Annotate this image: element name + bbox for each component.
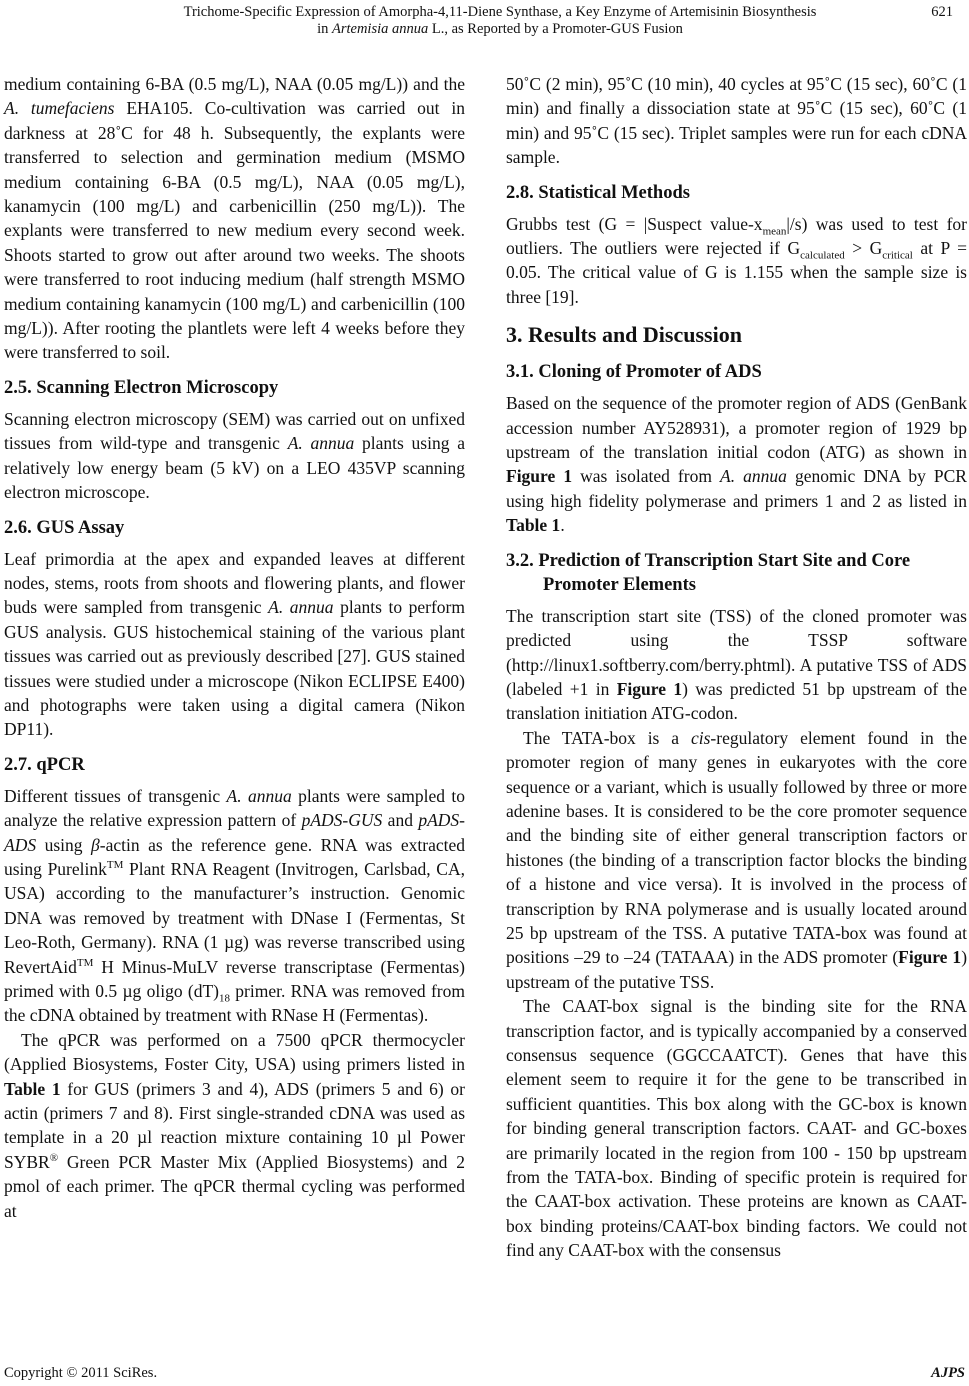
header-title-line1: Trichome-Specific Expression of Amorpha-4,11-Diene Synthase, a Key Enzyme of Artemisinin Biosynthesis	[183, 4, 817, 20]
text-run: and	[382, 810, 419, 831]
text-run: The transcription start site (TSS) of the cloned promoter was predicted using the TSSP software (http://linux1.softberry.com/berry.phtml). A putative TSS of ADS (labeled +1 in	[506, 605, 967, 699]
journal-name: AJPS	[931, 1365, 965, 1381]
text-run: using	[36, 834, 92, 855]
text-run: Leaf primordia at the apex and expanded leaves at different nodes, stems, roots from shoots and flowering plants, and flower buds were sampled from transgenic	[4, 548, 465, 618]
text-run: genomic DNA by PCR using high fidelity polymerase and primers 1 and 2 as listed in	[506, 466, 967, 511]
text-run: Scanning electron microscopy (SEM) was carried out on unfixed tissues from wild-type and transgenic	[4, 408, 465, 454]
text-run: A. annua	[268, 597, 334, 618]
text-run: Figure 1	[898, 947, 962, 968]
section-heading: 2.8. Statistical Methods	[506, 182, 690, 203]
text-run: The CAAT-box signal is the binding site for the RNA transcription factor, and is typically accompanied by a conserved consensus sequence (GGCCAATCT). Genes that have this element seem to require it for the gene to be transcribed in sufficient quantities. This box along with the GC-box is known for binding general transcription factors. CAAT- and GC-boxes are primarily located in the region from 100 - 150 bp upstream from the TATA-box. Binding of specific protein is required for the CAAT-box activation. These proteins are known as CAAT-box binding proteins/CAAT-box binding factors. We could not find any CAAT-box with the consensus	[506, 996, 967, 1261]
text-run: ) was predicted 51 bp upstream of the translation initiation ATG-codon.	[506, 678, 967, 724]
text-run: plants using a relatively low energy beam (5 kV) on a LEO 435VP scanning electron microscope.	[4, 433, 465, 503]
text-run: cis	[690, 727, 711, 748]
text-run: Based on the sequence of the promoter region of ADS (GenBank accession number AY528931), a promoter region of 1929 bp upstream of the translation initial codon (ATG) as shown in	[506, 393, 967, 463]
text-run: β	[91, 834, 100, 855]
text-run: H Minus-MuLV reverse transcriptase (Fermentas) primed with 0.5 µg oligo (dT)	[4, 956, 465, 1001]
text-run: -actin as the reference gene. RNA was extracted using Purelink	[4, 834, 465, 879]
section-heading: 3.1. Cloning of Promoter of ADS	[506, 362, 762, 383]
page-number: 621	[931, 4, 953, 20]
paragraph	[506, 212, 967, 310]
text-run: Different tissues of transgenic	[4, 785, 227, 806]
paragraph	[506, 994, 967, 1262]
text-run: ) upstream of the putative TSS.	[506, 947, 968, 992]
text-run: EHA105. Co-cultivation was carried out in darkness at 28˚C for 48 h. Subsequently, the explants were transferred to selection and germination medium (MSMO medium containing 6-BA (0.5 mg/L), NAA (0.05 mg/L), kanamycin (100 mg/L) and carbenicillin (250 mg/L)). The explants were transferred to new medium every second week. Shoots started to grow out after around two weeks. The shoots were transferred to root inducing medium (half strength MSMO medium containing kanamycin (100 mg/L) and carbenicillin (100 mg/L)). After rooting the plantlets were left 4 weeks before they were transferred to soil.	[4, 98, 465, 363]
text-run: |/s) was used to test for outliers. The outliers were rejected if G	[506, 213, 967, 259]
section-heading: 2.6. GUS Assay	[4, 517, 125, 538]
text-run: Grubbs test (G = |Suspect value-x	[506, 213, 763, 234]
section-heading: 3.2. Prediction of Transcription Start Site and Core Promoter Elements	[506, 550, 911, 595]
text-run: Plant RNA Reagent (Invitrogen, Carlsbad, CA, USA) according to the manufacturer’s instruction. Genomic DNA was removed by treatment with DNase I (Fermentas, St Leo-Roth, Germany). RNA (1 µg) was reverse transcribed using RevertAid	[4, 858, 465, 977]
text-run: 50˚C (2 min), 95˚C (10 min), 40 cycles at 95˚C (15 sec), 60˚C (1 min) and finally a dissociation state at 95˚C (15 sec), 60˚C (1 min) and 95˚C (15 sec). Triplet samples were run for each cDNA sample.	[506, 74, 967, 168]
text-run: A. tumefaciens	[4, 98, 115, 119]
paragraph	[4, 547, 465, 742]
text-run: TM	[106, 859, 124, 872]
paragraph	[4, 784, 465, 1028]
copyright-text: Copyright © 2011 SciRes.	[4, 1365, 158, 1381]
paragraph	[506, 391, 967, 537]
text-run: mean	[762, 225, 787, 238]
text-run: Table 1	[4, 1078, 61, 1099]
text-run: A. annua	[287, 433, 355, 454]
text-run: for GUS (primers 3 and 4), ADS (primers 5 and 6) or actin (primers 7 and 8). First single-stranded cDNA was used as template in a 20 µl reaction mixture containing 10 µl Power SYBR	[4, 1078, 466, 1172]
text-run: Green PCR Master Mix (Applied Biosystems) and 2 pmol of each primer. The qPCR thermal cycling was performed at	[4, 1151, 465, 1221]
text-run: plants to perform GUS analysis. GUS histochemical staining of the various plant tissues was carried out as previously described [27]. GUS stained tissues were studied under a microscope (Nikon ECLIPSE E400) and photographs were taken using a digital camera (Nikon DP11).	[4, 597, 466, 740]
text-run: The qPCR was performed on a 7500 qPCR thermocycler (Applied Biosystems, Foster City, USA) using primers listed in	[4, 1029, 465, 1075]
text-run: medium containing 6-BA (0.5 mg/L), NAA (0.05 mg/L)) and the	[4, 74, 465, 94]
text-run: pADS-GUS	[301, 810, 383, 831]
text-run: plants were sampled to analyze the relative expression pattern of	[4, 785, 465, 831]
section-heading-major: 3. Results and Discussion	[506, 322, 742, 348]
text-run: -regulatory element found in the promoter region of many genes in eukaryotes with the core sequence or a variant, which is usually followed by three or more adenine bases. It is considered to be the core promoter sequence and the binding site of either general transcription factors or histones (the binding of a transcription factor blocks the binding of a histone and vice versa). It is involved in the process of transcription by RNA polymerase and is usually located around 25 bp upstream of the TSS. A putative TATA-box was found at positions –29 to –24 (TATAAA) in the ADS promoter (	[506, 727, 968, 968]
text-run: Figure 1	[616, 678, 683, 699]
paragraph	[4, 1028, 465, 1223]
text-run: critical	[882, 249, 913, 262]
right-column	[506, 72, 967, 1263]
paragraph	[506, 72, 967, 170]
text-run: at P = 0.05. The critical value of G is 1.155 when the sample size is three [19].	[506, 238, 967, 307]
text-run: A. annua	[226, 785, 292, 806]
text-run: 18	[218, 992, 230, 1005]
text-run: The TATA-box is a	[523, 727, 691, 748]
text-run: Figure 1	[506, 466, 573, 487]
text-run: calculated	[800, 249, 845, 262]
text-run: ®	[49, 1152, 59, 1165]
paragraph	[4, 407, 465, 505]
section-heading: 2.5. Scanning Electron Microscopy	[4, 377, 279, 398]
page-footer	[4, 1365, 965, 1382]
header-title-line2: in Artemisia annua L., as Reported by a Promoter-GUS Fusion	[317, 21, 683, 37]
text-run: pADS-ADS	[4, 810, 465, 855]
paragraph	[506, 726, 967, 994]
paragraph	[4, 72, 465, 365]
text-run: primer. RNA was removed from the cDNA obtained by treatment with RNase H (Fermentas).	[4, 981, 465, 1026]
text-run: was isolated from	[572, 466, 721, 487]
text-run: > G	[844, 238, 883, 259]
section-heading: 2.7. qPCR	[4, 754, 85, 775]
text-run: .	[560, 515, 565, 536]
text-run: TM	[76, 956, 94, 969]
text-run: Table 1	[506, 515, 561, 536]
left-column	[4, 72, 465, 1223]
text-run: A. annua	[720, 466, 787, 487]
paragraph	[506, 604, 967, 726]
